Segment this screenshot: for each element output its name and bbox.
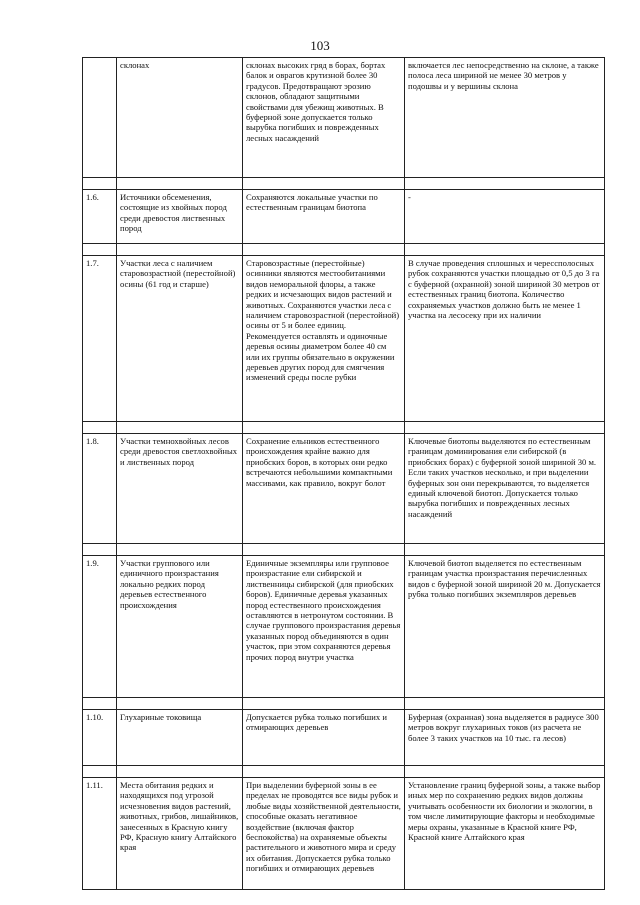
row-number: 1.6. (83, 190, 117, 244)
row-object: Места обитания редких и находящихся под угрозой исчезновения видов растений, животных, грибов, лишайников, занесенных в Красную книгу РФ, Красную книгу Алтайского края (117, 778, 243, 890)
row-value: Старовозрастные (перестойные) осинники являются местообитаниями видов неморальной флоры, а также редких и исчезающих видов растений и животных. Сохраняются участки леса с наличием старовозрастной (перестойной) осины от 5 и более единиц. Рекомендуется оставлять и одиночные деревья осины диаметром более 40 см или их группы обязательно в окружении деревьев других пород для смягчения изменений среды после рубки (243, 256, 405, 422)
row-object: Источники обсеменения, состоящие из хвойных пород среди древостоя лиственных пород (117, 190, 243, 244)
row-requirement: - (405, 190, 605, 244)
table-row (83, 58, 605, 178)
row-requirement: Буферная (охранная) зона выделяется в радиусе 300 метров вокруг глухариных токов (из расчета не более 3 таких участков на 10 тыс. га лесов) (405, 710, 605, 766)
table-row (83, 256, 605, 422)
row-number: 1.11. (83, 778, 117, 890)
row-requirement: Ключевые биотопы выделяются по естественным границам доминирования ели сибирской (в приобских борах) с буферной зоной шириной 30 м. Если таких участков несколько, и при выделении буферных зон они перекрываются, то выделяется единый ключевой биотоп. Допускается только вырубка погибших и поврежденных лесных насаждений (405, 434, 605, 544)
row-gap (83, 698, 605, 710)
row-value: Единичные экземпляры или групповое произрастание ели сибирской и лиственницы сибирской (для приобских боров). Единичные деревья указанных пород естественного происхождения оставляются в нетронутом состоянии. В случае группового произрастания деревья указанных пород объединяются в один участок, при этом сохраняются деревья прочих пород внутри участка (243, 556, 405, 698)
row-value: Сохранение ельников естественного происхождения крайне важно для приобских боров, в которых они редко встречаются небольшими компактными массивами, как правило, вокруг болот (243, 434, 405, 544)
row-number: 1.8. (83, 434, 117, 544)
row-requirement: включается лес непосредственно на склоне, а также полоса леса шириной не менее 30 метров у подошвы и у вершины склона (405, 58, 605, 178)
table-row (83, 556, 605, 698)
row-number: 1.7. (83, 256, 117, 422)
row-object: Глухариные токовища (117, 710, 243, 766)
row-value: Допускается рубка только погибших и отмирающих деревьев (243, 710, 405, 766)
table-row (83, 190, 605, 244)
row-value: При выделении буферной зоны в ее пределах не проводятся все виды рубок и любые виды хозяйственной деятельности, способные оказать негативное воздействие (включая фактор беспокойства) на охраняемые объекты растительного и животного мира и среду их обитания. Допускается рубка только погибших и отмирающих деревьев (243, 778, 405, 890)
row-object: Участки группового или единичного произрастания локально редких пород деревьев естественного происхождения (117, 556, 243, 698)
table-row (83, 778, 605, 890)
row-object: склонах (117, 58, 243, 178)
row-number (83, 58, 117, 178)
row-gap (83, 244, 605, 256)
row-value: склонах высоких гряд в борах, бортах балок и оврагов крутизной более 30 градусов. Предотвращают эрозию склонов, обладают защитными свойствами для убежищ животных. В буферной зоне допускается только вырубка погибших и поврежденных лесных насаждений (243, 58, 405, 178)
row-gap (83, 766, 605, 778)
row-object: Участки темнохвойных лесов среди древостоя светлохвойных и лиственных пород (117, 434, 243, 544)
row-gap (83, 422, 605, 434)
row-number: 1.9. (83, 556, 117, 698)
row-number: 1.10. (83, 710, 117, 766)
table-row (83, 434, 605, 544)
row-requirement: Установление границ буферной зоны, а также выбор иных мер по сохранению редких видов должны учитывать особенности их биологии и экологии, в том числе лимитирующие факторы и необходимые меры охраны, указанные в Красной книге РФ, Красной книге Алтайского края (405, 778, 605, 890)
row-requirement: Ключевой биотоп выделяется по естественным границам участка произрастания перечисленных видов с буферной зоной шириной 20 м. Допускается рубка только погибших экземпляров деревьев (405, 556, 605, 698)
row-gap (83, 544, 605, 556)
row-value: Сохраняются локальные участки по естественным границам биотопа (243, 190, 405, 244)
page-number: 103 (310, 38, 330, 53)
row-gap (83, 178, 605, 190)
table-row (83, 710, 605, 766)
row-requirement: В случае проведения сплошных и черессполосных рубок сохраняются участки площадью от 0,5 до 3 га с буферной (охранной) зоной шириной 30 метров от естественных границ биотопа. Количество сохраняемых участков должно быть не менее 1 участка на лесосеку при их наличии (405, 256, 605, 422)
biotope-table (82, 57, 605, 890)
row-object: Участки леса с наличием старовозрастной (перестойной) осины (61 год и старше) (117, 256, 243, 422)
